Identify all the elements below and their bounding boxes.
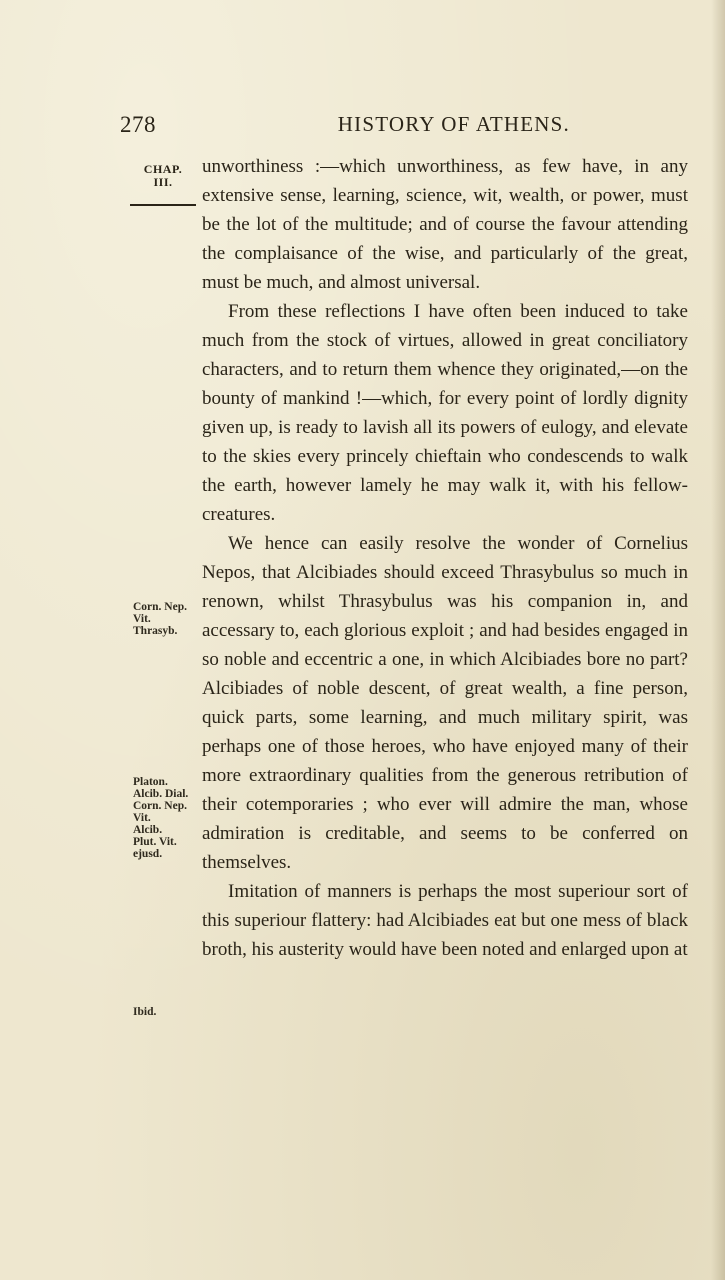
running-head: HISTORY OF ATHENS. bbox=[337, 112, 570, 136]
paragraph-4: Imitation of manners is perhaps the most superiour sort of this superiour flattery: had Alcibiades eat but one mess of black broth, his austerity would have been noted and enlarged upon at bbox=[202, 881, 688, 960]
page-number: 278 bbox=[120, 112, 156, 137]
margin-note-ibid: Ibid. bbox=[133, 1006, 157, 1018]
page-edge-shadow bbox=[711, 0, 725, 1280]
page-header bbox=[120, 112, 570, 142]
paragraph-1: unworthiness :—which unworthiness, as few have, in any extensive sense, learning, science, wit, wealth, or power, must be the lot of the multitude; and of course the favour attending the complaisance of the wise, and particularly of the great, must be much, and almost universal. bbox=[202, 156, 688, 293]
chapter-label: CHAP. III. bbox=[143, 162, 183, 189]
paragraph-2: From these reflections I have often been induced to take much from the stock of virtues, allowed in great conciliatory characters, and to return them whence they originated,—on the bounty of mankind !—which, for every point of lordly dignity given up, is ready to lavish all its powers of eulogy, and elevate to the skies every princely chieftain who condescends to walk the earth, however lamely he may walk it, with his fellow-creatures. bbox=[202, 301, 688, 525]
paragraph-3: We hence can easily resolve the wonder of Cornelius Nepos, that Alcibiades should exceed Thrasybulus so much in renown, whilst Thrasybulus was his companion in, and accessary to, each glorious exploit ; and had besides engaged in so noble and eccentric a one, in which Alcibiades bore no part? Alcibiades of noble descent, of great wealth, a fine person, quick parts, some learning, and much military spirit, was perhaps one of those heroes, who have enjoyed many of their more extraordinary qualities from the generous retribution of their cotemporaries ; who ever will admire the man, whose admiration is creditable, and seems to be conferred on themselves. bbox=[202, 533, 688, 873]
margin-note-platon: Platon. Alcib. Dial. Corn. Nep. Vit. Alcib. Plut. Vit. ejusd. bbox=[133, 776, 189, 860]
chapter-rule bbox=[130, 204, 196, 206]
body-text bbox=[202, 152, 688, 964]
margin-note-corn-nep: Corn. Nep. Vit. Thrasyb. bbox=[133, 601, 187, 637]
